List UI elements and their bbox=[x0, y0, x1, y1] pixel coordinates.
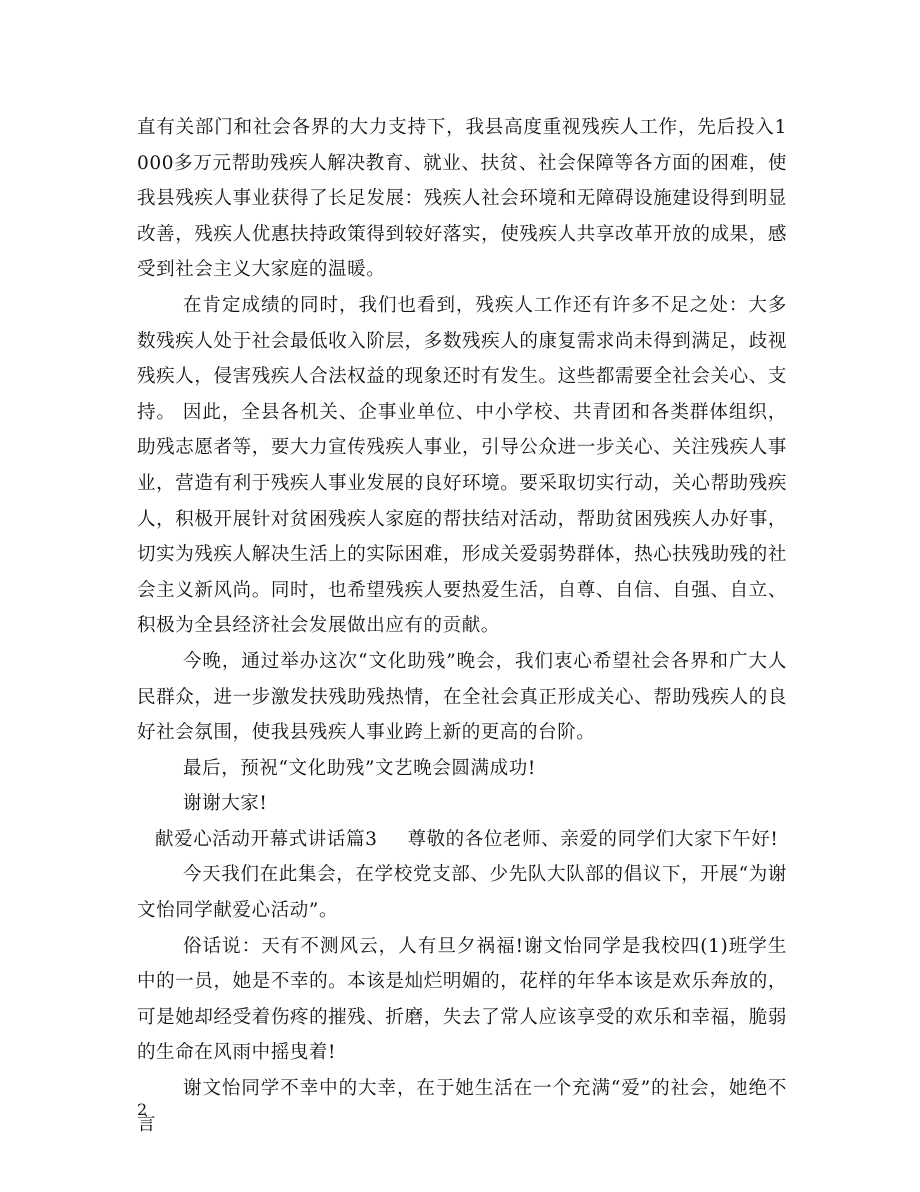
paragraph: 今晚，通过举办这次“文化助残”晚会，我们衷心希望社会各界和广大人民群众，进一步激发扶残助残热情，在全社会真正形成关心、帮助残疾人的良好社会氛围，使我县残疾人事业跨上新的更高的台阶。 bbox=[137, 650, 787, 744]
paragraph: 最后，预祝“文化助残”文艺晚会圆满成功! bbox=[183, 757, 536, 779]
paragraph: 今天我们在此集会，在学校党支部、少先队大队部的倡议下，开展“为谢文怡同学献爱心活动”。 bbox=[137, 864, 787, 922]
section-heading-line bbox=[137, 822, 787, 858]
paragraph: 谢谢大家! bbox=[183, 793, 268, 815]
page-number: 2 bbox=[137, 1100, 148, 1119]
paragraph-continued: 直有关部门和社会各界的大力支持下，我县高度重视残疾人工作，先后投入1000多万元帮助残疾人解决教育、就业、扶贫、社会保障等各方面的困难，使我县残疾人事业获得了长足发展：残疾人社会环境和无障碍设施建设得到明显改善，残疾人优惠扶持政策得到较好落实，使残疾人共享改革开放的成果，感受到社会主义大家庭的温暖。 bbox=[137, 117, 787, 281]
paragraph: 谢文怡同学不幸中的大幸，在于她生活在一个充满“爱”的社会，她绝不言 bbox=[137, 1078, 787, 1135]
section-greeting: 尊敬的各位老师、亲爱的同学们大家下午好! bbox=[407, 828, 779, 850]
document-body bbox=[137, 110, 787, 1142]
paragraph: 在肯定成绩的同时，我们也看到，残疾人工作还有许多不足之处：大多数残疾人处于社会最低收入阶层，多数残疾人的康复需求尚未得到满足，歧视残疾人，侵害残疾人合法权益的现象还时有发生。这些都需要全社会关心、支持。 因此，全县各机关、企事业单位、中小学校、共青团和各类群体组织，助残志愿者等，要大力宣传残疾人事业，引导公众进一步关心、关注残疾人事业，营造有利于残疾人事业发展的良好环境。要采取切实行动，关心帮助残疾人，积极开展针对贫困残疾人家庭的帮扶结对活动，帮助贫困残疾人办好事，切实为残疾人解决生活上的实际困难，形成关爱弱势群体，热心扶残助残的社会主义新风尚。同时，也希望残疾人要热爱生活，自尊、自信、自强、自立、积极为全县经济社会发展做出应有的贡献。 bbox=[137, 294, 787, 637]
section-title: 献爱心活动开幕式讲话篇3 bbox=[155, 828, 378, 850]
paragraph: 俗话说：天有不测风云，人有旦夕祸福!谢文怡同学是我校四(1)班学生中的一员，她是不幸的。本该是灿烂明媚的，花样的年华本该是欢乐奔放的，可是她却经受着伤疼的摧残、折磨，失去了常人应该享受的欢乐和幸福，脆弱的生命在风雨中摇曳着! bbox=[137, 935, 787, 1064]
